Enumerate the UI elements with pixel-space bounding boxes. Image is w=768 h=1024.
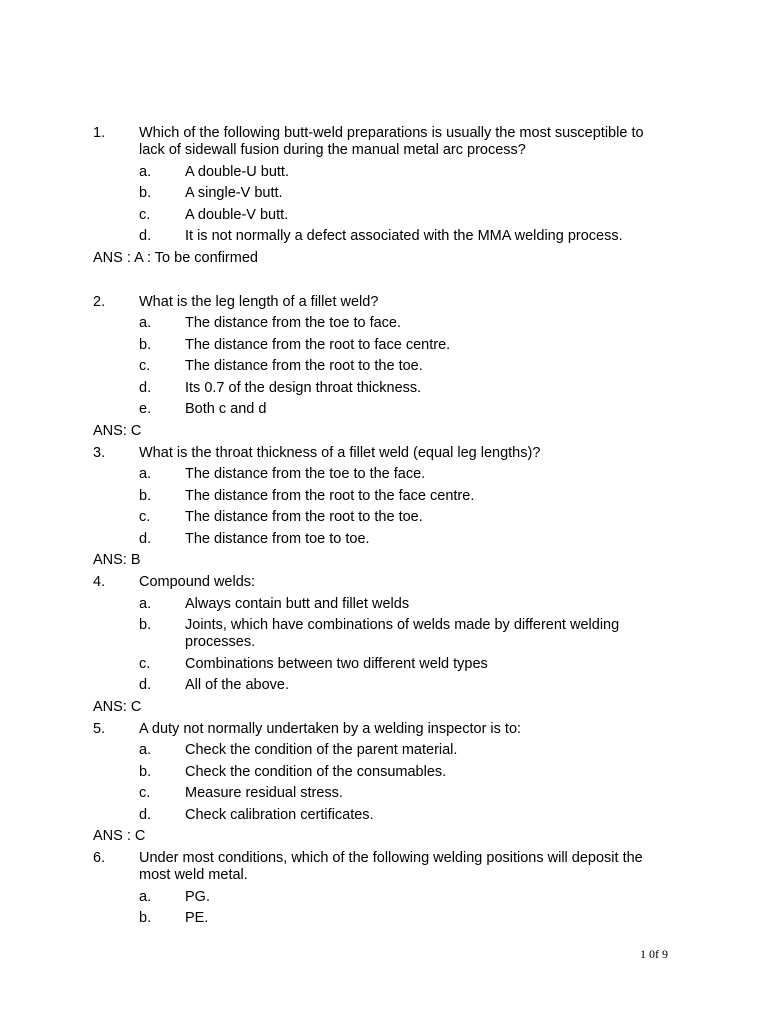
option-text: A single-V butt.	[185, 185, 283, 201]
question-text: What is the leg length of a fillet weld?	[139, 293, 379, 310]
question-4	[93, 574, 673, 716]
answer-line: ANS: B	[93, 552, 141, 568]
option-text: Check the condition of the parent material.	[185, 742, 458, 758]
option-text: Check calibration certificates.	[185, 806, 374, 823]
option-c	[93, 785, 673, 802]
spacer	[93, 267, 673, 289]
option-text: Combinations between two different weld types	[185, 655, 488, 672]
option-b	[93, 910, 673, 927]
option-d	[93, 531, 673, 548]
question-text: A duty not normally undertaken by a welding inspector is to:	[139, 720, 522, 737]
option-letter: d.	[139, 379, 152, 396]
option-letter: b.	[139, 910, 152, 926]
option-text: PE.	[185, 910, 209, 926]
option-letter: b.	[139, 763, 152, 780]
option-text: PG.	[185, 888, 210, 905]
option-text: A double-V butt.	[185, 206, 289, 223]
option-letter: c.	[139, 785, 151, 801]
option-text: The distance from the root to face centre.	[185, 336, 451, 353]
option-letter: a.	[139, 466, 152, 482]
option-letter: d.	[139, 228, 152, 244]
option-a	[93, 889, 673, 906]
question-6	[93, 850, 673, 927]
option-text: Measure residual stress.	[185, 785, 343, 801]
question-number: 6.	[93, 850, 106, 866]
option-a	[93, 315, 673, 332]
option-c	[93, 207, 673, 224]
option-b	[93, 337, 673, 354]
answer-line: ANS: C	[93, 698, 142, 715]
option-text: The distance from toe to toe.	[185, 530, 370, 547]
option-letter: a.	[139, 163, 152, 180]
option-text: Its 0.7 of the design throat thickness.	[185, 379, 422, 396]
question-number: 2.	[93, 293, 106, 310]
option-d	[93, 677, 673, 694]
option-text: The distance from the root to the toe.	[185, 358, 423, 374]
option-text: It is not normally a defect associated with the MMA welding process.	[185, 228, 623, 244]
question-3	[93, 445, 673, 570]
option-letter: c.	[139, 358, 151, 374]
question-number: 1.	[93, 125, 106, 141]
option-letter: c.	[139, 655, 151, 672]
option-text: The distance from the root to the face centre.	[185, 487, 475, 504]
question-number: 5.	[93, 720, 106, 737]
option-letter: a.	[139, 742, 152, 758]
option-a	[93, 742, 673, 759]
option-a	[93, 466, 673, 483]
question-list	[93, 120, 673, 927]
question-stem	[93, 721, 673, 738]
page-number: 1 0f 9	[640, 947, 668, 961]
option-b	[93, 764, 673, 781]
option-b	[93, 617, 673, 651]
option-text: Joints, which have combinations of welds made by different welding processes.	[185, 617, 620, 650]
question-stem	[93, 294, 673, 311]
question-stem	[93, 574, 673, 591]
question-text: What is the throat thickness of a fillet weld (equal leg lengths)?	[139, 444, 541, 461]
option-d	[93, 380, 673, 397]
option-text: The distance from the toe to the face.	[185, 466, 426, 482]
option-text: The distance from the toe to face.	[185, 315, 402, 331]
option-text: A double-U butt.	[185, 163, 289, 180]
option-b	[93, 185, 673, 202]
option-a	[93, 164, 673, 181]
option-text: All of the above.	[185, 677, 289, 693]
question-text: Under most conditions, which of the following welding positions will deposit the most weld metal.	[139, 850, 643, 883]
option-d	[93, 228, 673, 245]
option-e	[93, 401, 673, 418]
option-c	[93, 509, 673, 526]
option-text: The distance from the root to the toe.	[185, 509, 423, 525]
question-text: Which of the following butt-weld preparations is usually the most susceptible to lack of sidewall fusion during the manual metal arc process?	[139, 125, 644, 158]
option-letter: d.	[139, 806, 152, 823]
option-letter: d.	[139, 530, 152, 547]
option-letter: e.	[139, 401, 152, 417]
option-letter: a.	[139, 888, 152, 905]
option-d	[93, 807, 673, 824]
option-letter: a.	[139, 315, 152, 331]
option-c	[93, 656, 673, 673]
option-b	[93, 488, 673, 505]
option-letter: d.	[139, 677, 152, 693]
answer-line: ANS : A : To be confirmed	[93, 249, 258, 266]
question-text: Compound welds:	[139, 574, 256, 590]
option-letter: b.	[139, 617, 152, 633]
option-a	[93, 596, 673, 613]
question-number: 3.	[93, 444, 106, 461]
question-number: 4.	[93, 574, 106, 590]
question-stem	[93, 445, 673, 462]
question-5	[93, 721, 673, 846]
option-letter: b.	[139, 487, 152, 504]
answer-line: ANS: C	[93, 422, 142, 439]
answer-line: ANS : C	[93, 828, 146, 844]
question-2	[93, 294, 673, 440]
option-letter: a.	[139, 595, 152, 612]
option-text: Always contain butt and fillet welds	[185, 595, 410, 612]
question-stem	[93, 125, 673, 159]
option-letter: b.	[139, 185, 152, 201]
question-stem	[93, 850, 673, 884]
option-letter: c.	[139, 509, 151, 525]
option-letter: b.	[139, 336, 152, 353]
option-letter: c.	[139, 206, 151, 223]
question-1	[93, 125, 673, 267]
option-c	[93, 358, 673, 375]
option-text: Check the condition of the consumables.	[185, 763, 447, 780]
option-text: Both c and d	[185, 401, 267, 417]
